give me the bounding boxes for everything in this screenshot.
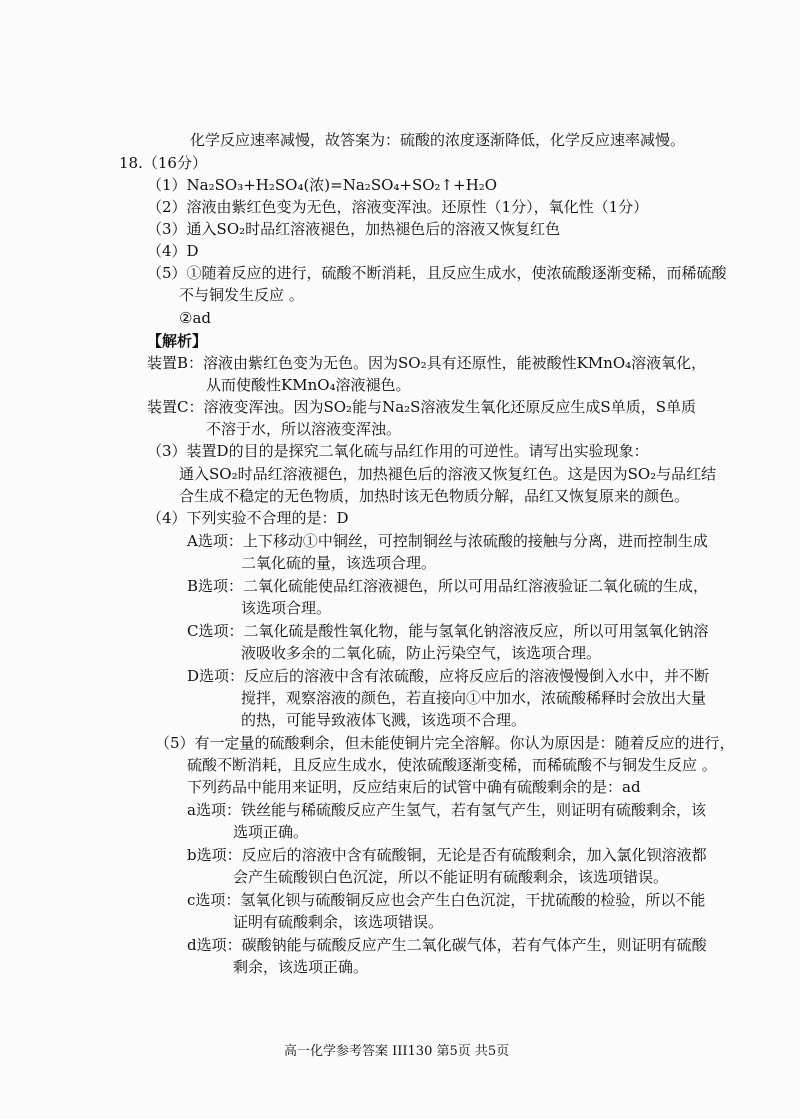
text-line: 剩余，该选项正确。 — [233, 958, 369, 976]
text-line: （3）通入SO₂时品红溶液褪色，加热褪色后的溶液又恢复红色 — [147, 220, 561, 238]
text-line: c选项：氢氧化钡与硫酸铜反应也会产生白色沉淀，干扰硫酸的检验，所以不能 — [187, 891, 706, 909]
text-line: A选项：上下移动①中铜丝，可控制铜丝与浓硫酸的接触与分离，进而控制生成 — [187, 532, 708, 550]
text-line: C选项：二氧化硫是酸性氧化物，能与氢氧化钠溶液反应，所以可用氢氧化钠溶 — [187, 622, 709, 640]
text-line: 装置C：溶液变浑浊。因为SO₂能与Na₂S溶液发生氧化还原反应生成S单质，S单质 — [147, 398, 696, 416]
text-line: （5）①随着反应的进行，硫酸不断消耗，且反应生成水，使浓硫酸逐渐变稀，而稀硫酸 — [147, 264, 727, 282]
text-line: 会产生硫酸钡白色沉淀，所以不能证明有硫酸剩余，该选项错误。 — [233, 868, 669, 886]
text-line: 合生成不稳定的无色物质，加热时该无色物质分解，品红又恢复原来的颜色。 — [179, 487, 690, 505]
text-line: 选项正确。 — [233, 823, 309, 841]
page-footer: 高一化学参考答案 III130 第5页 共5页 — [284, 1044, 510, 1059]
text-line: 装置B：溶液由紫红色变为无色。因为SO₂具有还原性，能被酸性KMnO₄溶液氧化， — [147, 354, 707, 372]
analysis-heading: 【解析】 — [147, 332, 208, 350]
text-line: a选项：铁丝能与稀硫酸反应产生氢气，若有氢气产生，则证明有硫酸剩余，该 — [187, 801, 706, 819]
question-number: 18.（16分） — [119, 154, 207, 172]
text-line: 二氧化硫的量，该选项合理。 — [241, 554, 437, 572]
text-line: 该选项合理。 — [241, 599, 332, 617]
text-line: （1）Na₂SO₃+H₂SO₄(浓)=Na₂SO₄+SO₂↑+H₂O — [147, 176, 498, 194]
text-line: 证明有硫酸剩余，该选项错误。 — [233, 913, 444, 931]
text-line: 从而使酸性KMnO₄溶液褪色。 — [206, 376, 411, 394]
text-line: D选项：反应后的溶液中含有浓硫酸，应将反应后的溶液慢慢倒入水中，并不断 — [187, 667, 710, 685]
text-line: b选项：反应后的溶液中含有硫酸铜，无论是否有硫酸剩余，加入氯化钡溶液都 — [187, 846, 707, 864]
text-line: 不与铜发生反应 。 — [179, 286, 304, 304]
text-line: 的热，可能导致液体飞溅，该选项不合理。 — [241, 711, 527, 729]
text-line: B选项：二氧化硫能使品红溶液褪色，所以可用品红溶液验证二氧化硫的生成， — [187, 577, 709, 595]
text-line: （4）下列实验不合理的是：D — [147, 509, 349, 527]
text-line: （3）装置D的目的是探究二氧化硫与品红作用的可逆性。请写出实验现象： — [147, 442, 649, 460]
text-line: （4）D — [147, 242, 199, 260]
text-line: 化学反应速率减慢，故答案为：硫酸的浓度逐渐降低，化学反应速率减慢。 — [190, 131, 686, 149]
text-line: 搅拌，观察溶液的颜色，若直接向①中加水，浓硫酸稀释时会放出大量 — [241, 689, 707, 707]
text-line: 通入SO₂时品红溶液褪色，加热褪色后的溶液又恢复红色。这是因为SO₂与品红结 — [179, 465, 717, 483]
text-line: （5）有一定量的硫酸剩余，但未能使铜片完全溶解。你认为原因是：随着反应的进行， — [155, 734, 735, 752]
text-line: ②ad — [179, 309, 211, 327]
text-line: （2）溶液由紫红色变为无色，溶液变浑浊。还原性（1分），氧化性（1分） — [147, 198, 649, 216]
text-line: 不溶于水，所以溶液变浑浊。 — [206, 420, 402, 438]
text-line: 下列药品中能用来证明，反应结束后的试管中确有硫酸剩余的是：ad — [187, 778, 641, 796]
text-line: 硫酸不断消耗，且反应生成水，使浓硫酸逐渐变稀，而稀硫酸不与铜发生反应 。 — [187, 756, 717, 774]
text-line: d选项：碳酸钠能与硫酸反应产生二氧化碳气体，若有气体产生，则证明有硫酸 — [187, 936, 707, 954]
text-line: 液吸收多余的二氧化硫，防止污染空气，该选项合理。 — [241, 644, 602, 662]
